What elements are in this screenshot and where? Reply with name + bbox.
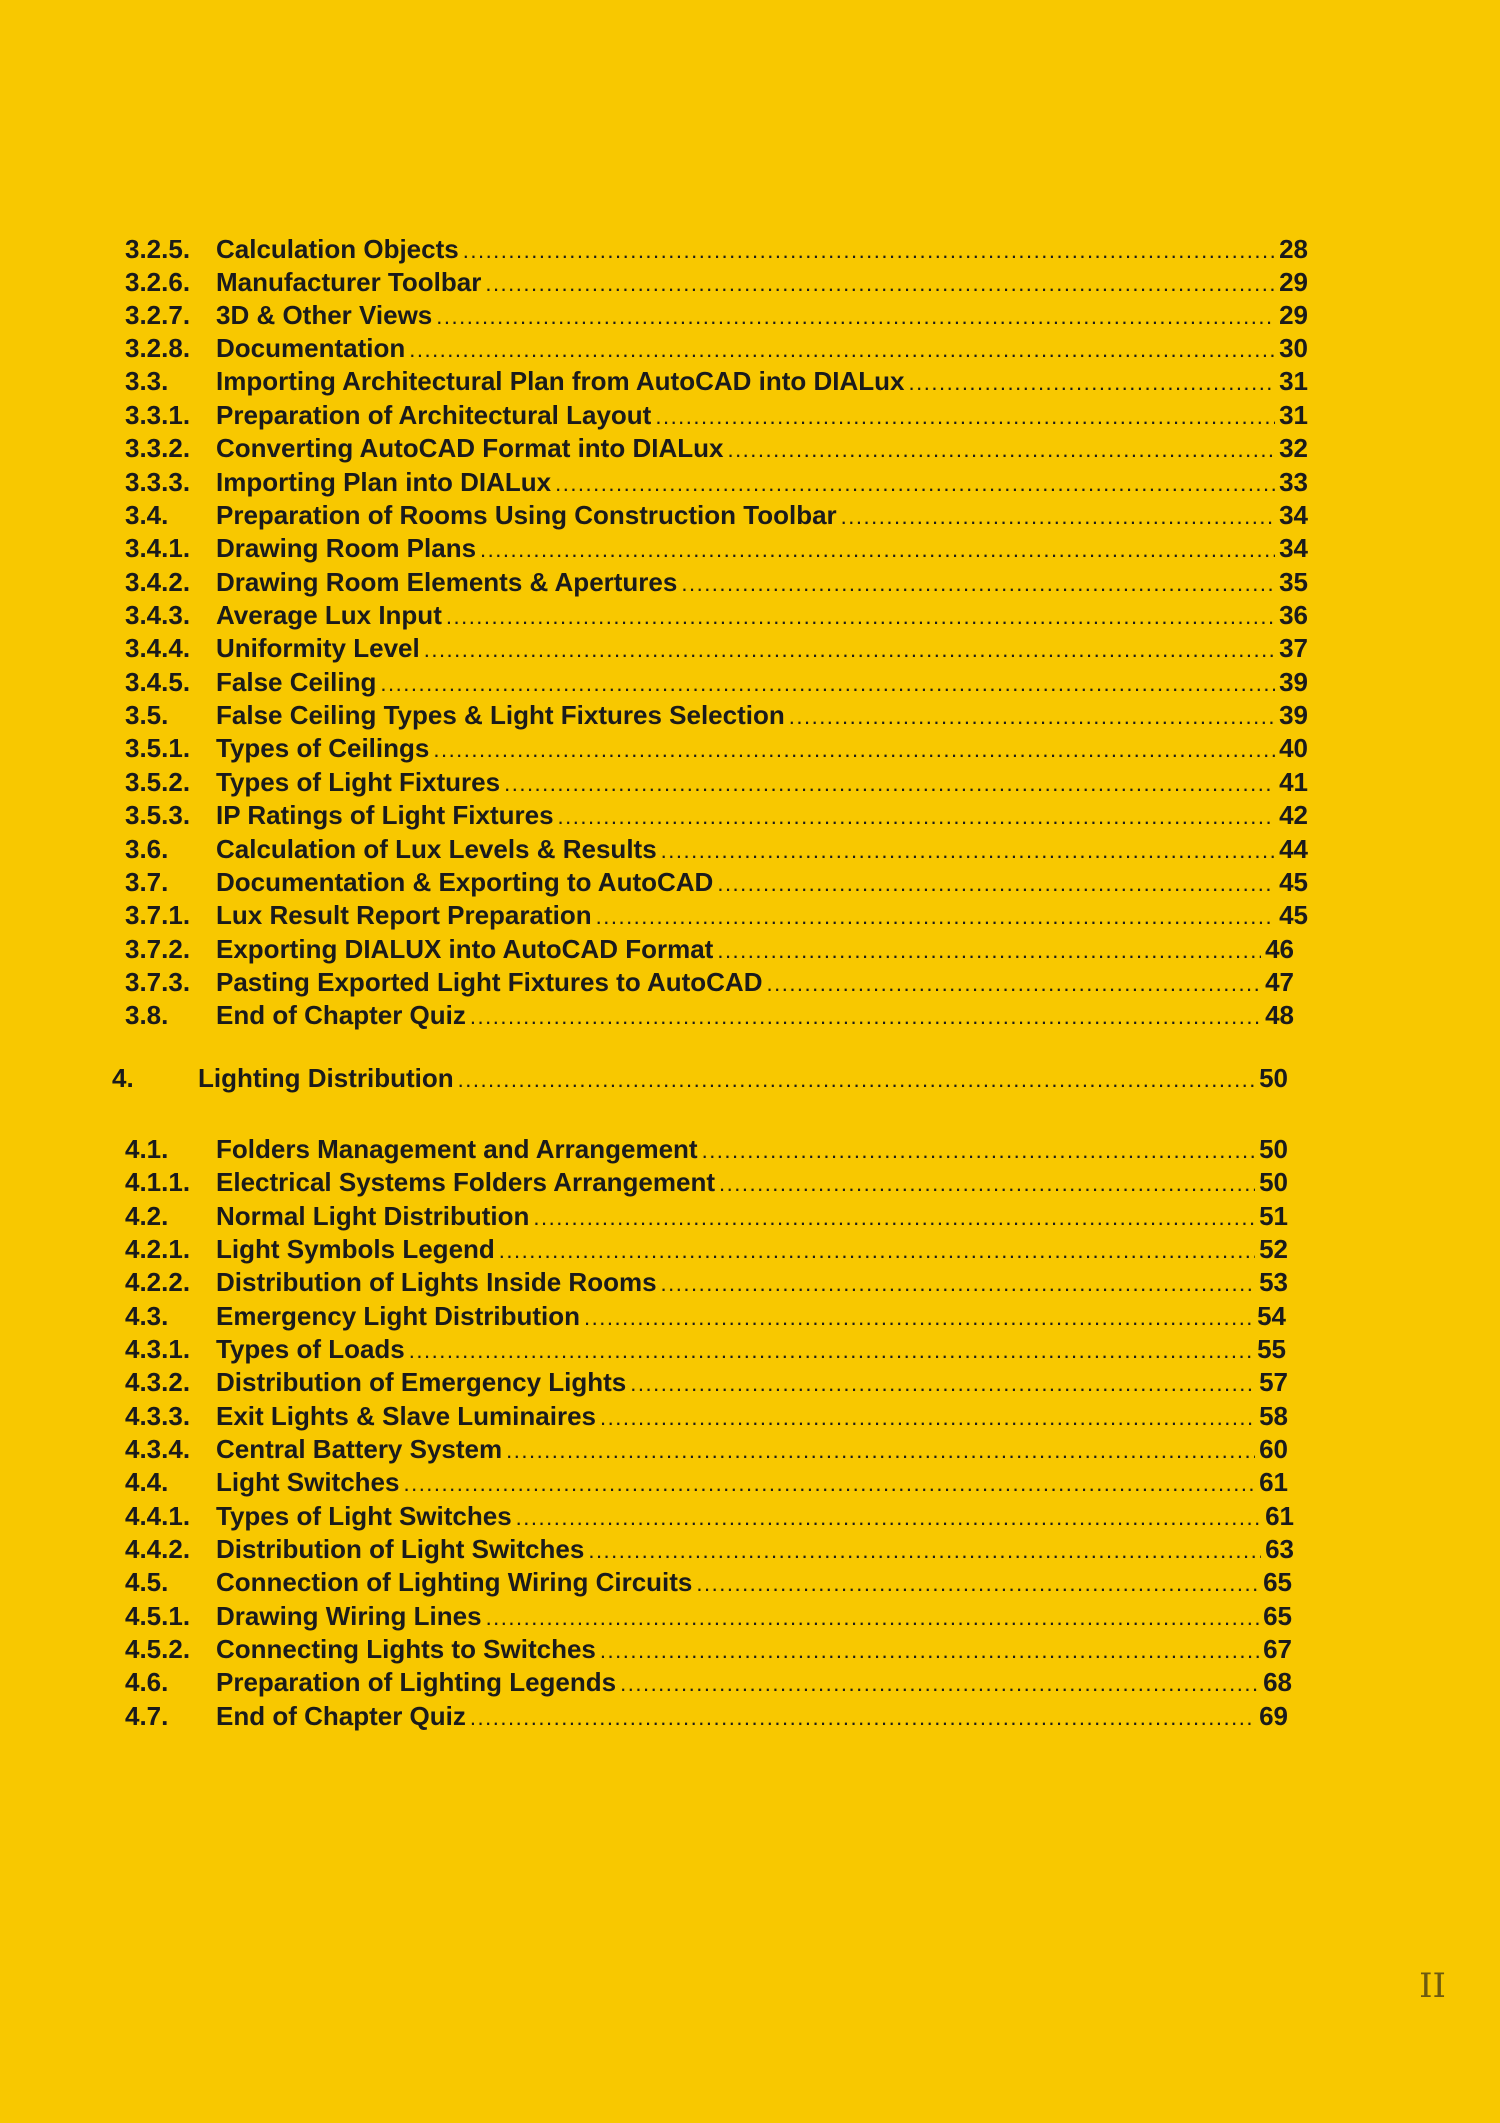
- toc-entry-number: 3.7.: [125, 867, 169, 897]
- toc-entry-page: 42: [1279, 800, 1308, 830]
- toc-entry-number: 3.5.: [125, 700, 169, 730]
- toc-entry-number: 4.7.: [125, 1701, 169, 1731]
- toc-entry-title: Types of Light Fixtures: [216, 767, 501, 797]
- toc-leader-dots: [696, 1567, 1259, 1600]
- toc-leader-dots: [600, 1634, 1259, 1667]
- toc-leader-dots: [403, 1467, 1255, 1500]
- toc-leader-dots: [727, 433, 1275, 466]
- toc-entry-page: 29: [1279, 267, 1308, 297]
- toc-leader-dots: [506, 1434, 1255, 1467]
- toc-entry-page: 32: [1279, 433, 1308, 463]
- toc-entry-number: 3.6.: [125, 834, 169, 864]
- toc-entry-page: 34: [1279, 500, 1308, 530]
- toc-entry-number: 4.3.1.: [125, 1334, 191, 1364]
- toc-entry-number: 3.4.2.: [125, 567, 191, 597]
- toc-entry-page: 68: [1263, 1667, 1292, 1697]
- toc-entry-title: Documentation & Exporting to AutoCAD: [216, 867, 714, 897]
- toc-entry-number: 4.1.1.: [125, 1167, 191, 1197]
- toc-entry-number: 3.7.1.: [125, 900, 191, 930]
- toc-leader-dots: [558, 800, 1276, 833]
- toc-entry-page: 31: [1279, 366, 1308, 396]
- toc-leader-dots: [470, 1000, 1261, 1033]
- toc-entry-title: Drawing Room Elements & Apertures: [216, 567, 678, 597]
- toc-entry-title: Drawing Room Plans: [216, 533, 477, 563]
- toc-entry-title: Exporting DIALUX into AutoCAD Format: [216, 934, 714, 964]
- toc-leader-dots: [702, 1134, 1256, 1167]
- toc-entry-number: 3.4.4.: [125, 633, 191, 663]
- toc-leader-dots: [463, 234, 1275, 267]
- toc-entry-number: 3.5.1.: [125, 733, 191, 763]
- toc-leader-dots: [717, 934, 1261, 967]
- toc-entry-number: 4.3.: [125, 1301, 169, 1331]
- toc-entry-number: 4.5.1.: [125, 1601, 191, 1631]
- toc-leader-dots: [446, 600, 1275, 633]
- toc-entry-number: 4.2.1.: [125, 1234, 191, 1264]
- toc-entry-number: 4.6.: [125, 1667, 169, 1697]
- toc-entry-number: 3.4.1.: [125, 533, 191, 563]
- toc-leader-dots: [424, 633, 1275, 666]
- toc-entry-title: Connection of Lighting Wiring Circuits: [216, 1567, 693, 1597]
- toc-leader-dots: [433, 733, 1275, 766]
- toc-leader-dots: [630, 1367, 1255, 1400]
- toc-entry-page: 69: [1259, 1701, 1288, 1731]
- toc-entry-page: 65: [1263, 1567, 1292, 1597]
- toc-entry-number: 4.2.: [125, 1201, 169, 1231]
- toc-entry-number: 3.8.: [125, 1000, 169, 1030]
- toc-leader-dots: [717, 867, 1275, 900]
- toc-entry-page: 46: [1265, 934, 1294, 964]
- toc-leader-dots: [458, 1063, 1255, 1096]
- toc-entry-number: 4.4.1.: [125, 1501, 191, 1531]
- toc-entry-title: Connecting Lights to Switches: [216, 1634, 596, 1664]
- toc-entry-title: Lux Result Report Preparation: [216, 900, 592, 930]
- toc-entry-page: 65: [1263, 1601, 1292, 1631]
- toc-entry-title: Preparation of Architectural Layout: [216, 400, 652, 430]
- toc-entry-number: 3.5.3.: [125, 800, 191, 830]
- toc-leader-dots: [661, 1267, 1256, 1300]
- toc-entry-page: 61: [1259, 1467, 1288, 1497]
- toc-entry-page: 51: [1259, 1201, 1288, 1231]
- toc-entry-number: 3.2.5.: [125, 234, 191, 264]
- toc-entry-title: False Ceiling: [216, 667, 377, 697]
- toc-leader-dots: [533, 1201, 1255, 1234]
- toc-entry-number: 3.2.6.: [125, 267, 191, 297]
- toc-entry-title: Importing Plan into DIALux: [216, 467, 552, 497]
- toc-leader-dots: [584, 1301, 1253, 1334]
- toc-entry-number: 4.2.2.: [125, 1267, 191, 1297]
- toc-entry-number: 3.4.5.: [125, 667, 191, 697]
- toc-leader-dots: [480, 533, 1275, 566]
- toc-entry-number: 3.7.2.: [125, 934, 191, 964]
- toc-entry-page: 30: [1279, 333, 1308, 363]
- toc-chapter-number: 4.: [112, 1063, 134, 1093]
- toc-entry-title: False Ceiling Types & Light Fixtures Selection: [216, 700, 785, 730]
- toc-entry-number: 3.7.3.: [125, 967, 191, 997]
- page-number: II: [1419, 1966, 1446, 2006]
- toc-leader-dots: [409, 1334, 1253, 1367]
- toc-entry-title: Normal Light Distribution: [216, 1201, 530, 1231]
- toc-entry-title: Light Switches: [216, 1467, 400, 1497]
- toc-entry-page: 28: [1279, 234, 1308, 264]
- toc-entry-page: 54: [1257, 1301, 1286, 1331]
- toc-entry-page: 47: [1265, 967, 1294, 997]
- toc-entry-title: Distribution of Emergency Lights: [216, 1367, 627, 1397]
- toc-entry-page: 53: [1259, 1267, 1288, 1297]
- toc-entry-page: 41: [1279, 767, 1308, 797]
- toc-entry-title: IP Ratings of Light Fixtures: [216, 800, 554, 830]
- toc-entry-number: 3.3.1.: [125, 400, 191, 430]
- toc-entry-number: 4.4.: [125, 1467, 169, 1497]
- toc-entry-title: Importing Architectural Plan from AutoCAD into DIALux: [216, 366, 905, 396]
- toc-leader-dots: [409, 333, 1275, 366]
- toc-entry-number: 4.3.2.: [125, 1367, 191, 1397]
- toc-entry-number: 3.5.2.: [125, 767, 191, 797]
- toc-entry-number: 3.4.3.: [125, 600, 191, 630]
- toc-entry-title: Preparation of Lighting Legends: [216, 1667, 617, 1697]
- toc-entry-number: 4.3.4.: [125, 1434, 191, 1464]
- toc-leader-dots: [600, 1401, 1255, 1434]
- toc-entry-number: 4.5.: [125, 1567, 169, 1597]
- toc-entry-page: 44: [1279, 834, 1308, 864]
- toc-entry-title: Types of Loads: [216, 1334, 405, 1364]
- toc-entry-number: 4.1.: [125, 1134, 169, 1164]
- toc-entry-title: Distribution of Light Switches: [216, 1534, 585, 1564]
- toc-entry-page: 40: [1279, 733, 1308, 763]
- toc-entry-title: Exit Lights & Slave Luminaires: [216, 1401, 596, 1431]
- toc-leader-dots: [555, 467, 1275, 500]
- toc-entry-number: 3.3.3.: [125, 467, 191, 497]
- toc-leader-dots: [766, 967, 1261, 1000]
- toc-entry-page: 34: [1279, 533, 1308, 563]
- toc-entry-page: 50: [1259, 1167, 1288, 1197]
- toc-entry-title: Central Battery System: [216, 1434, 503, 1464]
- toc-entry-number: 3.2.7.: [125, 300, 191, 330]
- toc-leader-dots: [789, 700, 1275, 733]
- toc-entry-title: 3D & Other Views: [216, 300, 433, 330]
- toc-entry-page: 36: [1279, 600, 1308, 630]
- toc-leader-dots: [436, 300, 1275, 333]
- toc-entry-page: 45: [1279, 867, 1308, 897]
- toc-entry-number: 3.2.8.: [125, 333, 191, 363]
- toc-leader-dots: [841, 500, 1275, 533]
- toc-leader-dots: [661, 834, 1275, 867]
- toc-entry-title: Folders Management and Arrangement: [216, 1134, 698, 1164]
- toc-chapter-page: 50: [1259, 1063, 1288, 1093]
- toc-leader-dots: [719, 1167, 1255, 1200]
- toc-leader-dots: [499, 1234, 1255, 1267]
- toc-entry-page: 58: [1259, 1401, 1288, 1431]
- toc-entry-page: 52: [1259, 1234, 1288, 1264]
- toc-entry-page: 35: [1279, 567, 1308, 597]
- toc-entry-title: Distribution of Lights Inside Rooms: [216, 1267, 657, 1297]
- toc-entry-page: 45: [1279, 900, 1308, 930]
- toc-leader-dots: [596, 900, 1275, 933]
- toc-entry-page: 39: [1279, 700, 1308, 730]
- toc-entry-page: 55: [1257, 1334, 1286, 1364]
- toc-entry-number: 4.5.2.: [125, 1634, 191, 1664]
- toc-entry-page: 33: [1279, 467, 1308, 497]
- toc-entry-number: 4.3.3.: [125, 1401, 191, 1431]
- toc-entry-page: 31: [1279, 400, 1308, 430]
- toc-leader-dots: [380, 667, 1275, 700]
- toc-entry-title: Pasting Exported Light Fixtures to AutoCAD: [216, 967, 763, 997]
- toc-entry-page: 29: [1279, 300, 1308, 330]
- toc-entry-title: Uniformity Level: [216, 633, 420, 663]
- toc-entry-page: 48: [1265, 1000, 1294, 1030]
- toc-entry-title: Converting AutoCAD Format into DIALux: [216, 433, 724, 463]
- toc-leader-dots: [620, 1667, 1259, 1700]
- toc-entry-title: Calculation Objects: [216, 234, 459, 264]
- toc-leader-dots: [485, 267, 1275, 300]
- toc-entry-title: End of Chapter Quiz: [216, 1000, 466, 1030]
- toc-entry-page: 50: [1259, 1134, 1288, 1164]
- toc-entry-title: Types of Ceilings: [216, 733, 430, 763]
- toc-leader-dots: [909, 366, 1276, 399]
- toc-entry-page: 60: [1259, 1434, 1288, 1464]
- toc-entry-title: Electrical Systems Folders Arrangement: [216, 1167, 716, 1197]
- toc-leader-dots: [588, 1534, 1261, 1567]
- toc-entry-page: 37: [1279, 633, 1308, 663]
- toc-entry-page: 63: [1265, 1534, 1294, 1564]
- toc-entry-page: 67: [1263, 1634, 1292, 1664]
- toc-entry-title: Manufacturer Toolbar: [216, 267, 482, 297]
- toc-leader-dots: [504, 767, 1275, 800]
- toc-leader-dots: [655, 400, 1275, 433]
- toc-entry-title: Average Lux Input: [216, 600, 442, 630]
- toc-entry-number: 4.4.2.: [125, 1534, 191, 1564]
- toc-leader-dots: [681, 567, 1275, 600]
- toc-entry-number: 3.4.: [125, 500, 169, 530]
- toc-entry-page: 39: [1279, 667, 1308, 697]
- toc-leader-dots: [486, 1601, 1260, 1634]
- toc-entry-title: End of Chapter Quiz: [216, 1701, 466, 1731]
- toc-entry-title: Documentation: [216, 333, 406, 363]
- toc-entry-page: 61: [1265, 1501, 1294, 1531]
- toc-entry-number: 3.3.2.: [125, 433, 191, 463]
- toc-entry-title: Emergency Light Distribution: [216, 1301, 581, 1331]
- toc-entry-title: Light Symbols Legend: [216, 1234, 495, 1264]
- toc-entry-title: Calculation of Lux Levels & Results: [216, 834, 657, 864]
- toc-entry-title: Drawing Wiring Lines: [216, 1601, 482, 1631]
- toc-leader-dots: [470, 1701, 1255, 1734]
- toc-entry-title: Preparation of Rooms Using Construction Toolbar: [216, 500, 837, 530]
- toc-entry-number: 3.3.: [125, 366, 169, 396]
- toc-entry-title: Types of Light Switches: [216, 1501, 512, 1531]
- toc-chapter-title: Lighting Distribution: [198, 1063, 454, 1093]
- toc-entry-page: 57: [1259, 1367, 1288, 1397]
- toc-leader-dots: [516, 1501, 1261, 1534]
